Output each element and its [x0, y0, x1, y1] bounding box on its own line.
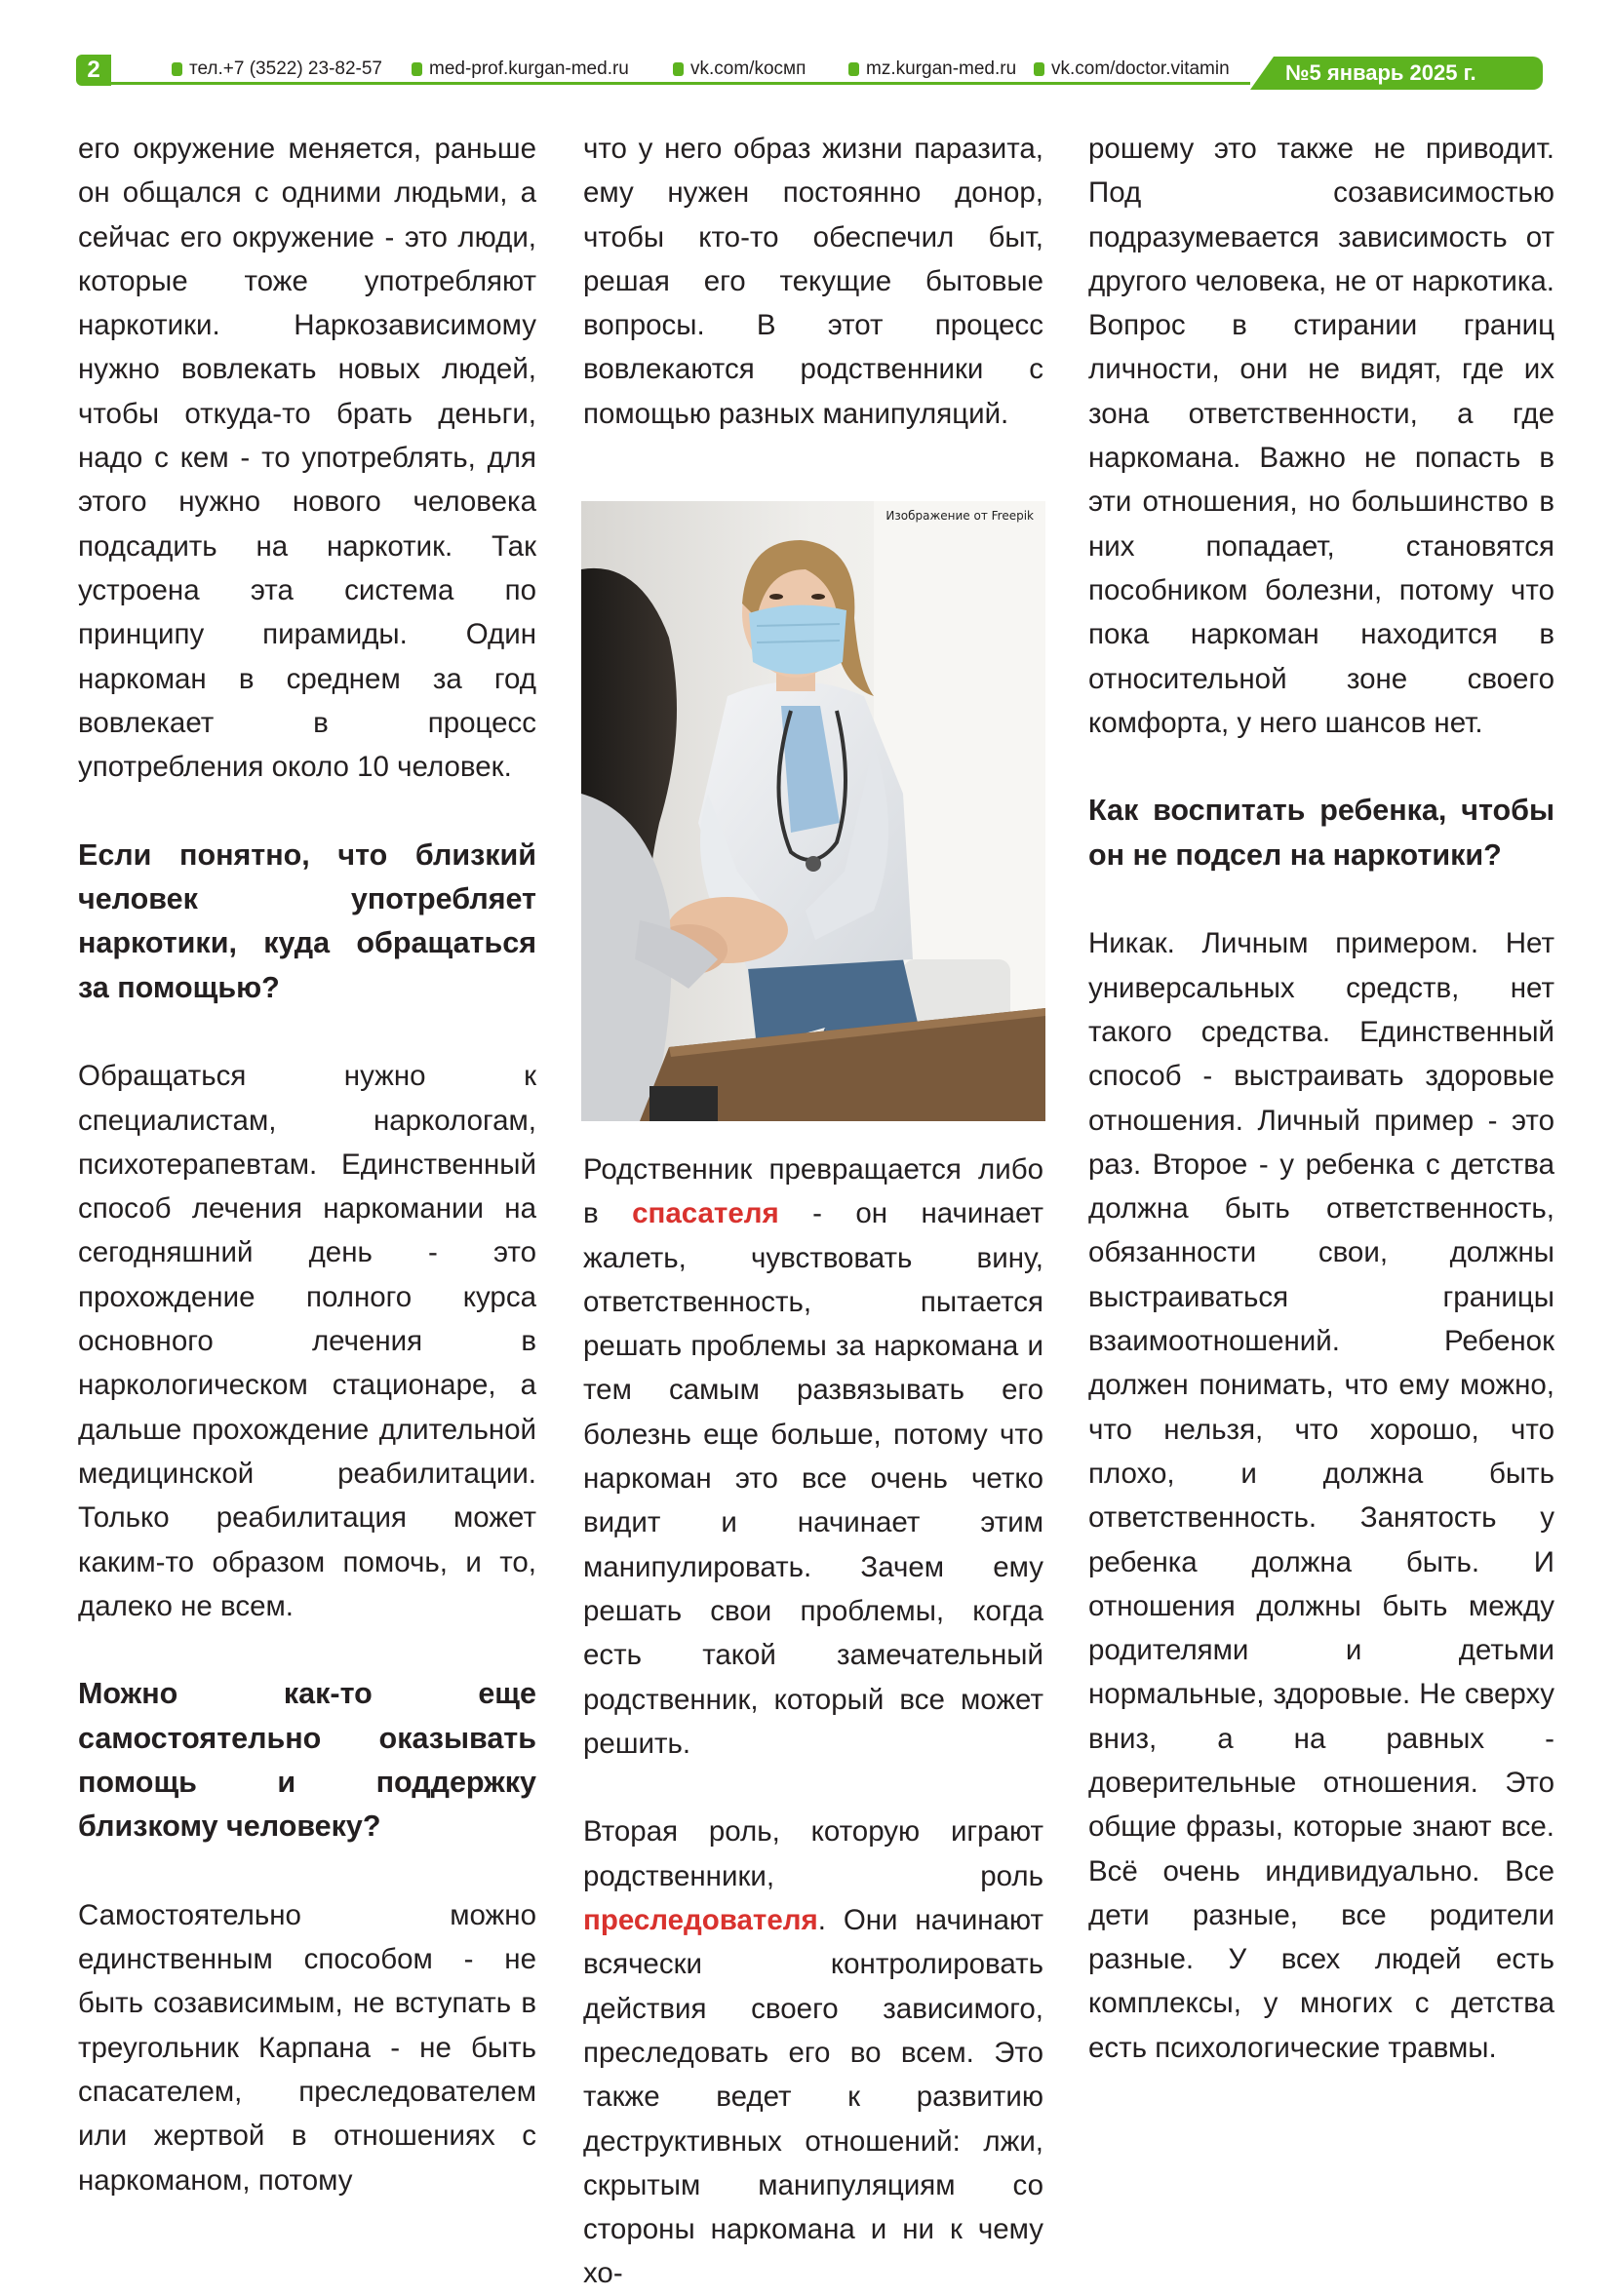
column-middle-top: [583, 127, 1043, 436]
paragraph: Никак. Личным примером. Нет универсальных средств, нет такого средства. Единственный способ - выстраивать здоровые отношения. Личный пример - это раз. Второе - у ребенка с детства должна быть ответственность, обязанности свои, должны выстраиваться границы взаимоотношений. Ребенок должен понимать, что ему можно, что нельзя, что хорошо, что плохо, и должна быть ответственность. Занятость у ребенка должна быть. И отношения должны быть между родителями и детьми нормальные, здоровые. Не сверху вниз, а на равных - доверительные отношения. Это общие фразы, которые знают все. Всё очень индивидуально. Все дети разные, все родители разные. У всех людей есть комплексы, у многих с детства есть психологические травмы.: [1088, 927, 1554, 2064]
contact-vk-doctor-vitamin[interactable]: [1034, 57, 1230, 82]
column-right: [1088, 127, 1554, 2070]
contact-vk-doctor-vitamin-text: vk.com/doctor.vitamin: [1051, 58, 1230, 79]
paragraph: рошему это также не приводит. Под созависимостью подразумевается зависимость от другого человека, не от наркотика. Вопрос в стирании границ личности, они не видят, где их зона ответственности, а где наркомана. Важно не попасть в эти отношения, но большинство в них попадает, становятся пособником болезни, потому что пока наркоман находится в относительной зоне своего комфорта, у него шансов нет.: [1088, 133, 1554, 739]
highlight-persecutor: преследователя: [583, 1904, 818, 1937]
paragraph: [583, 1148, 1043, 1766]
doctor-patient-illustration: [581, 501, 1045, 1121]
leaf-bullet-icon: [412, 62, 422, 76]
leaf-bullet-icon: [673, 62, 684, 76]
contact-vk-kocmp[interactable]: [673, 57, 806, 82]
contact-phone: [172, 57, 382, 82]
header-rule: [111, 82, 1250, 85]
paragraph: что у него образ жизни паразита, ему нужен постоянно донор, чтобы кто-то обеспечил быт, решая его текущие бытовые вопросы. В этот процесс вовлекаются родственники с помощью разных манипуляций.: [583, 133, 1043, 430]
section-heading: Если понятно, что близкий человек употребляет наркотики, куда обращаться за помощью?: [78, 837, 536, 1004]
text-run: Родственник превращается либо в: [583, 1153, 1043, 1230]
section-heading: Можно как-то еще самостоятельно оказывать помощь и поддержку близкому человеку?: [78, 1677, 536, 1844]
text-run: Вторая роль, которую играют родственники, роль: [583, 1815, 1043, 1892]
paragraph: [583, 1810, 1043, 2295]
text-run: - он начинает жалеть, чувствовать вину, ответственность, пытается решать проблемы за наркомана и тем самым развязывать его болезнь еще больше, потому что наркоман это все очень четко видит и начинает этим манипулировать. Зачем ему решать свои проблемы, когда есть такой замечательный родственник, который все может решить.: [583, 1197, 1043, 1760]
text-run: . Они начинают всячески контролировать действия своего зависимого, преследовать его во всем. Это также ведет к развитию деструктивных отношений: лжи, скрытым манипуляциям со стороны наркомана и ни к чему хо-: [583, 1904, 1043, 2290]
paragraph: Самостоятельно можно единственным способом - не быть созависимым, не вступать в треугольник Карпана - не быть спасателем, преследователем или жертвой в отношениях с наркоманом, потому: [78, 1898, 536, 2197]
issue-badge: №5 январь 2025 г.: [1250, 57, 1543, 90]
leaf-bullet-icon: [848, 62, 859, 76]
contact-site-mz-text: mz.kurgan-med.ru: [866, 58, 1017, 79]
highlight-rescuer: спасателя: [632, 1197, 779, 1230]
leaf-bullet-icon: [172, 62, 182, 76]
image-credit: Изображение от Freepik: [885, 509, 1034, 523]
section-heading: Как воспитать ребенка, чтобы он не подсел на наркотики?: [1088, 794, 1554, 872]
leaf-bullet-icon: [1034, 62, 1044, 76]
contact-site-mz[interactable]: [848, 57, 1016, 82]
paragraph: Обращаться нужно к специалистам, наркологам, психотерапевтам. Единственный способ лечения наркомании на сегодняшний день - это прохождение полного курса основного лечения в наркологическом стационаре, а дальше прохождение длительной медицинской реабилитации. Только реабилитация может каким-то образом помочь, и то, далеко не всем.: [78, 1060, 536, 1622]
column-middle-bottom: [583, 1148, 1043, 2296]
article-photo: [581, 501, 1045, 1121]
contact-site-med-prof-text: med-prof.kurgan-med.ru: [429, 58, 629, 79]
column-left: [78, 127, 536, 2202]
page-header: [0, 0, 1613, 117]
contact-phone-text: тел.+7 (3522) 23-82-57: [189, 58, 382, 79]
page-number: 2: [76, 55, 111, 86]
paragraph: его окружение меняется, раньше он общался с одними людьми, а сейчас его окружение - это люди, которые тоже употребляют наркотики. Наркозависимому нужно вовлекать новых людей, чтобы откуда-то брать деньги, надо с кем - то употреблять, для этого нужно нового человека подсадить на наркотик. Так устроена эта система по принципу пирамиды. Один наркоман в среднем за год вовлекает в процесс употребления около 10 человек.: [78, 133, 536, 784]
contact-site-med-prof[interactable]: [412, 57, 629, 82]
contact-vk-kocmp-text: vk.com/kocмп: [690, 58, 806, 79]
